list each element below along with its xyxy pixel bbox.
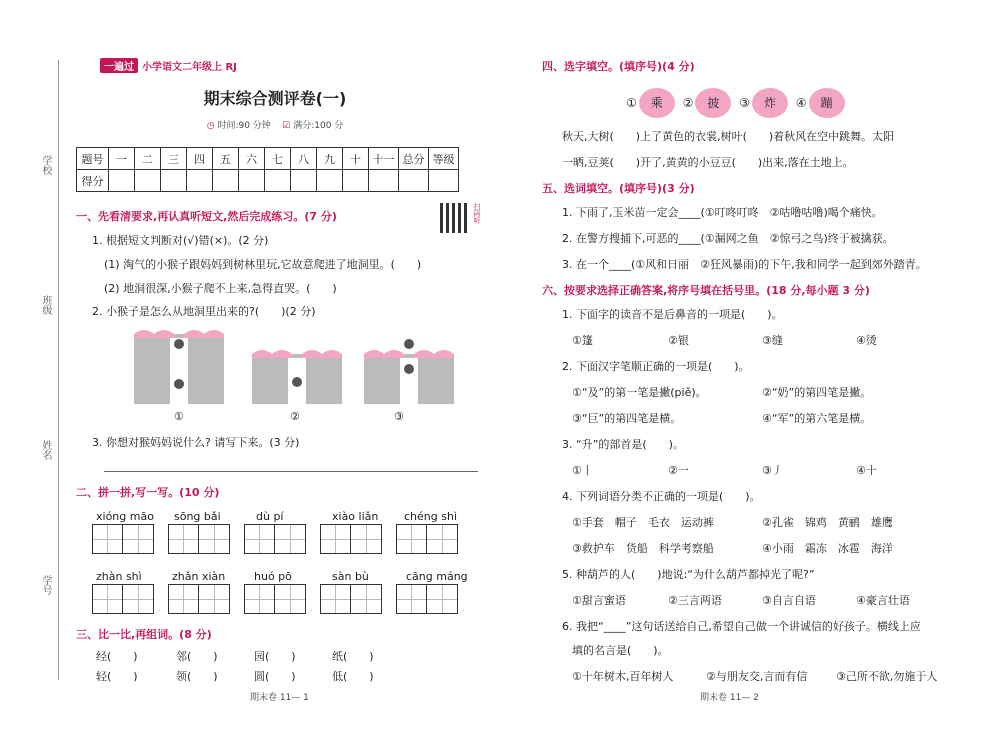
- section-5-heading: 五、选词填空。(填序号)(3 分): [542, 182, 695, 195]
- q1a-text: (1) 淘气的小猴子跟妈妈到树林里玩,它故意爬进了地洞里。( ): [104, 258, 422, 271]
- score-cell: 十一: [369, 148, 399, 170]
- choice-num: ②: [682, 96, 694, 110]
- side-label-school: 学校: [40, 155, 51, 175]
- q6-1-opt[interactable]: ①篷: [572, 334, 593, 347]
- clock-icon: ◷: [206, 121, 215, 131]
- write-grid[interactable]: [92, 524, 154, 554]
- compare-1a: 经( ): [96, 650, 138, 663]
- compare-3b: 圆( ): [254, 670, 296, 683]
- q6-6-text-a: 6. 我把“____”这句话送给自己,希望自己做一个讲诚信的好孩子。横线上应: [562, 620, 921, 633]
- choice-flower: 蹦: [809, 88, 845, 118]
- score-cell: 总分: [399, 148, 429, 170]
- section-6-heading: 六、按要求选择正确答案,将序号填在括号里。(18 分,每小题 3 分): [542, 284, 870, 297]
- section-3-heading: 三、比一比,再组词。(8 分): [76, 628, 212, 641]
- section-2-heading: 二、拼一拼,写一写。(10 分): [76, 486, 220, 499]
- q6-1-opt[interactable]: ③缝: [762, 334, 783, 347]
- page-title: 期末综合测评卷(一): [203, 89, 347, 108]
- q2-text: 2. 小猴子是怎么从地洞里出来的?( )(2 分): [92, 305, 316, 318]
- score-header-row: [77, 148, 459, 170]
- qr-code-icon[interactable]: [440, 203, 470, 233]
- write-grid[interactable]: [92, 584, 154, 614]
- brand-header: [100, 58, 237, 73]
- meta-info: [150, 118, 400, 131]
- score-input[interactable]: [343, 170, 369, 192]
- side-label-id: 学号: [40, 575, 51, 595]
- qr-label: 扫码听: [473, 203, 481, 224]
- q6-1-opt[interactable]: ④烫: [856, 334, 877, 347]
- q6-3-text: 3. “升”的部首是( )。: [562, 438, 684, 451]
- compare-4b: 低( ): [332, 670, 374, 683]
- score-cell: 三: [161, 148, 187, 170]
- q1-text: 1. 根据短文判断对(√)错(×)。(2 分): [92, 234, 269, 247]
- score-input[interactable]: [213, 170, 239, 192]
- q6-1-opt[interactable]: ②银: [668, 334, 689, 347]
- monkey-picture-3: [364, 324, 454, 404]
- q6-5-opt[interactable]: ④豪言壮语: [856, 594, 910, 607]
- score-cell: 题号: [77, 148, 109, 170]
- choice-flower: 披: [695, 88, 731, 118]
- answer-line[interactable]: [104, 471, 478, 472]
- choice-num: ④: [795, 96, 807, 110]
- pic-label-2: ②: [290, 410, 300, 423]
- q6-1-text: 1. 下面字的读音不是后鼻音的一项是( )。: [562, 308, 783, 321]
- side-label-class: 班级: [40, 295, 51, 315]
- choice-num: ①: [626, 96, 637, 110]
- section-1-heading: 一、先看清要求,再认真听短文,然后完成练习。(7 分): [76, 210, 337, 223]
- compare-3a: 园( ): [254, 650, 296, 663]
- score-input[interactable]: [291, 170, 317, 192]
- score-cell: 八: [291, 148, 317, 170]
- pinyin-2-4: sàn bù: [332, 570, 369, 583]
- brand-logo: 一遍过: [100, 58, 138, 73]
- q6-5-opt[interactable]: ①甜言蜜语: [572, 594, 626, 607]
- compare-2a: 邻( ): [176, 650, 218, 663]
- q6-4-opt[interactable]: ①手套 帽子 毛衣 运动裤: [572, 516, 714, 529]
- p4a-text: 秋天,大树( )上了黄色的衣裳,树叶( )着秋风在空中跳舞。太阳: [562, 130, 895, 143]
- score-cell: 六: [239, 148, 265, 170]
- write-grid[interactable]: [168, 584, 230, 614]
- compare-2b: 领( ): [176, 670, 218, 683]
- write-grid[interactable]: [320, 524, 382, 554]
- monkey-picture-1: [134, 324, 224, 404]
- choice-flower: 炸: [752, 88, 788, 118]
- q6-2-text: 2. 下面汉字笔顺正确的一项是( )。: [562, 360, 750, 373]
- score-cell: 得分: [77, 170, 109, 192]
- pinyin-1-4: xiào liǎn: [332, 510, 379, 523]
- q6-5-opt[interactable]: ②三言两语: [668, 594, 722, 607]
- q6-6-opt[interactable]: ②与朋友交,言而有信: [706, 670, 808, 683]
- q3-text: 3. 你想对猴妈妈说什么? 请写下来。(3 分): [92, 436, 300, 449]
- pinyin-1-3: dù pí: [256, 510, 284, 523]
- score-cell: 四: [187, 148, 213, 170]
- score-input[interactable]: [161, 170, 187, 192]
- score-input[interactable]: [317, 170, 343, 192]
- pic-label-1: ①: [174, 410, 184, 423]
- score-input[interactable]: [369, 170, 399, 192]
- score-cell: 五: [213, 148, 239, 170]
- choice-flower: 乘: [639, 88, 675, 118]
- pinyin-2-1: zhàn shì: [96, 570, 142, 583]
- q5-2-text: 2. 在警方搜捕下,可恶的____(①漏网之鱼 ②惊弓之鸟)终于被擒获。: [562, 232, 894, 245]
- score-input[interactable]: [399, 170, 429, 192]
- section-4-heading: 四、选字填空。(填序号)(4 分): [542, 60, 695, 73]
- choice-row: [626, 88, 849, 118]
- pinyin-2-5: cāng máng: [406, 570, 468, 583]
- write-grid[interactable]: [244, 524, 306, 554]
- compare-4a: 纸( ): [332, 650, 374, 663]
- q1b-text: (2) 地洞很深,小猴子爬不上来,急得直哭。( ): [104, 282, 337, 295]
- page-footer-right: 期末卷 11— 2: [700, 693, 759, 703]
- q6-2-opt[interactable]: ①“及”的第一笔是撇(piě)。: [572, 386, 707, 399]
- score-input[interactable]: [265, 170, 291, 192]
- q6-2-opt[interactable]: ③“巨”的第四笔是横。: [572, 412, 682, 425]
- score-input[interactable]: [239, 170, 265, 192]
- q6-3-opt[interactable]: ②一: [668, 464, 689, 477]
- q6-6-opt[interactable]: ③己所不欲,勿施于人: [836, 670, 938, 683]
- pinyin-2-3: huó pō: [254, 570, 292, 583]
- score-input[interactable]: [135, 170, 161, 192]
- q6-4-opt[interactable]: ④小雨 霜冻 冰雹 海洋: [762, 542, 893, 555]
- q6-4-opt[interactable]: ②孔雀 锦鸡 黄鹂 雄鹰: [762, 516, 893, 529]
- meta-time: 时间:90 分钟: [217, 121, 271, 131]
- score-input[interactable]: [109, 170, 135, 192]
- q6-2-opt[interactable]: ②“奶”的第四笔是撇。: [762, 386, 872, 399]
- score-cell: 二: [135, 148, 161, 170]
- choice-num: ③: [739, 96, 750, 110]
- score-value-row: [77, 170, 459, 192]
- pinyin-2-2: zhǎn xiàn: [172, 570, 226, 583]
- q6-5-text: 5. 种葫芦的人( )地说:“为什么葫芦都掉光了呢?”: [562, 568, 815, 581]
- page-footer-left: 期末卷 11— 1: [250, 693, 309, 703]
- q6-3-opt[interactable]: ①丨: [572, 464, 593, 477]
- write-grid[interactable]: [396, 584, 458, 614]
- score-cell: 十: [343, 148, 369, 170]
- score-input[interactable]: [187, 170, 213, 192]
- q6-4-opt[interactable]: ③救护车 货船 科学考察船: [572, 542, 714, 555]
- monkey-picture-2: [252, 324, 342, 404]
- score-table: [76, 147, 459, 192]
- write-grid[interactable]: [396, 524, 458, 554]
- write-grid[interactable]: [244, 584, 306, 614]
- p4b-text: 一晒,豆荚( )开了,黄黄的小豆豆( )出来,落在土地上。: [562, 156, 854, 169]
- score-cell: 一: [109, 148, 135, 170]
- score-cell: 九: [317, 148, 343, 170]
- q6-4-text: 4. 下列词语分类不正确的一项是( )。: [562, 490, 761, 503]
- margin-line: [58, 60, 59, 680]
- brand-text: 小学语文二年级上 RJ: [142, 62, 237, 73]
- write-grid[interactable]: [320, 584, 382, 614]
- meta-score: 满分:100 分: [293, 121, 344, 131]
- compare-1b: 轻( ): [96, 670, 138, 683]
- side-label-name: 姓名: [40, 440, 51, 460]
- write-grid[interactable]: [168, 524, 230, 554]
- score-cell: 等级: [429, 148, 459, 170]
- pic-label-3: ③: [394, 410, 404, 423]
- q5-3-text: 3. 在一个____(①风和日丽 ②狂风暴雨)的下午,我和同学一起到郊外踏青。: [562, 258, 927, 271]
- pinyin-1-2: sōng bǎi: [174, 510, 221, 523]
- q6-3-opt[interactable]: ④十: [856, 464, 877, 477]
- q6-2-opt[interactable]: ④“军”的第六笔是横。: [762, 412, 872, 425]
- q6-3-opt[interactable]: ③丿: [762, 464, 783, 477]
- pinyin-1-1: xióng māo: [96, 510, 154, 523]
- q6-6-text-b: 填的名言是( )。: [572, 644, 669, 657]
- score-input[interactable]: [429, 170, 459, 192]
- score-cell: 七: [265, 148, 291, 170]
- q5-1-text: 1. 下雨了,玉米苗一定会____(①叮咚叮咚 ②咕噜咕噜)喝个痛快。: [562, 206, 883, 219]
- q6-5-opt[interactable]: ③自言自语: [762, 594, 816, 607]
- checkbox-icon: ☑: [282, 121, 291, 131]
- pinyin-1-5: chéng shì: [404, 510, 457, 523]
- q6-6-opt[interactable]: ①十年树木,百年树人: [572, 670, 674, 683]
